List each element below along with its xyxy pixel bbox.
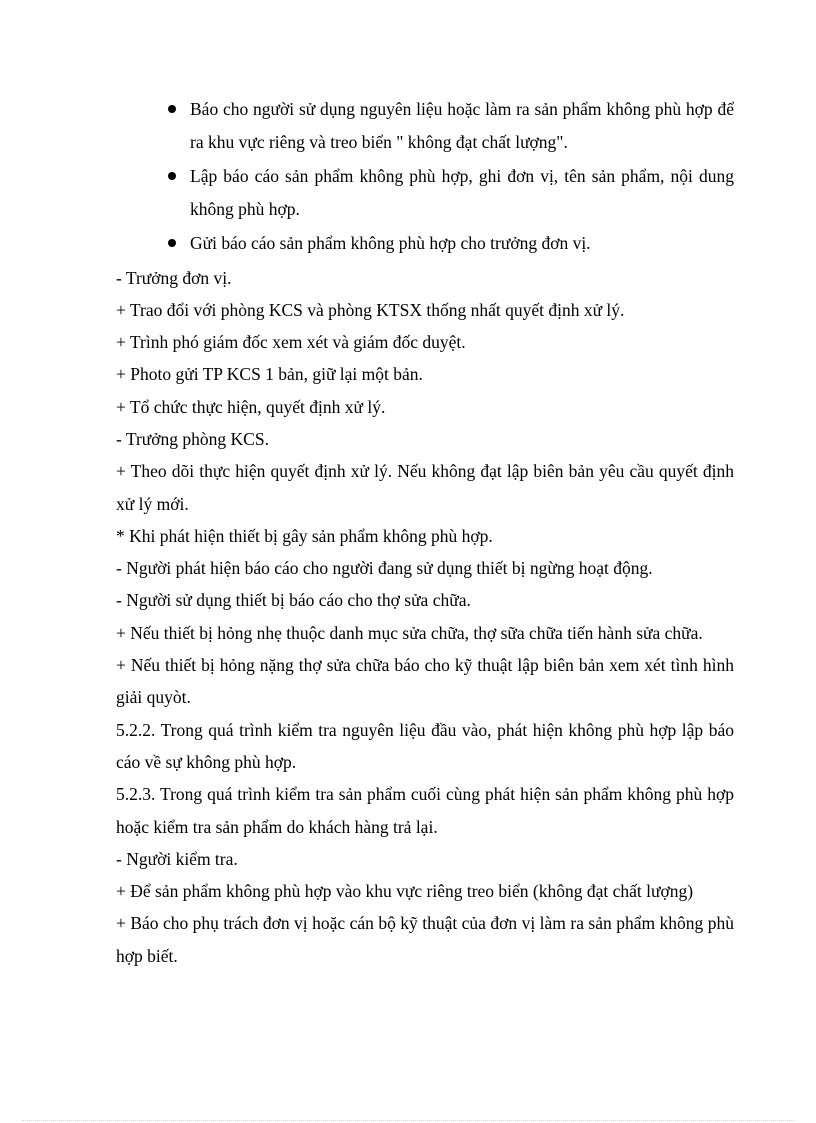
bullet-item-make-report bbox=[116, 160, 734, 225]
paragraph-major-damage: + Nếu thiết bị hỏng nặng thợ sửa chữa báo cho kỹ thuật lập biên bản xem xét tình hình giải quyòt. bbox=[116, 655, 734, 708]
bullet-list bbox=[116, 93, 734, 260]
paragraph-submit-director: + Trình phó giám đốc xem xét và giám đốc duyệt. bbox=[116, 332, 466, 353]
bullet-item-report-user bbox=[116, 93, 734, 158]
bullet-dot-icon bbox=[168, 105, 176, 113]
paragraph-section-5-2-2: 5.2.2. Trong quá trình kiểm tra nguyên liệu đầu vào, phát hiện không phù hợp lập báo cáo về sự không phù hợp. bbox=[116, 719, 734, 772]
bullet-dot-icon bbox=[168, 239, 176, 247]
paragraph-follow-up: + Theo dõi thực hiện quyết định xử lý. Nếu không đạt lập biên bản yêu cầu quyết định xử lý mới. bbox=[116, 461, 734, 514]
bullet-text: Lập báo cáo sản phẩm không phù hợp, ghi đơn vị, tên sản phẩm, nội dung không phù hợp. bbox=[190, 166, 734, 219]
bullet-dot-icon bbox=[168, 172, 176, 180]
paragraph-unit-head: - Trưởng đơn vị. bbox=[116, 267, 232, 288]
bullet-text: Báo cho người sử dụng nguyên liệu hoặc làm ra sản phẩm không phù hợp để ra khu vực riêng và treo biển " không đạt chất lượng". bbox=[190, 99, 734, 152]
paragraph-detector-report: - Người phát hiện báo cáo cho người đang sử dụng thiết bị ngừng hoạt động. bbox=[116, 558, 653, 579]
paragraph-separate-area: + Để sản phẩm không phù hợp vào khu vực riêng treo biển (không đạt chất lượng) bbox=[116, 881, 694, 902]
bullet-item-send-report bbox=[116, 227, 734, 260]
paragraph-exchange-kcs: + Trao đổi với phòng KCS và phòng KTSX thống nhất quyết định xử lý. bbox=[116, 299, 625, 320]
paragraph-kcs-head: - Trưởng phòng KCS. bbox=[116, 428, 269, 449]
paragraph-inspector: - Người kiểm tra. bbox=[116, 848, 238, 869]
paragraph-photo-copy: + Photo gửi TP KCS 1 bản, giữ lại một bản. bbox=[116, 364, 423, 385]
paragraph-user-report: - Người sử dụng thiết bị báo cáo cho thợ sửa chữa. bbox=[116, 590, 471, 611]
paragraph-equipment-detected: * Khi phát hiện thiết bị gây sản phẩm không phù hợp. bbox=[116, 525, 493, 546]
document-body bbox=[116, 93, 734, 972]
paragraph-implement: + Tổ chức thực hiện, quyết định xử lý. bbox=[116, 396, 386, 417]
footer-divider bbox=[22, 1120, 794, 1121]
paragraph-section-5-2-3: 5.2.3. Trong quá trình kiểm tra sản phẩm cuối cùng phát hiện sản phẩm không phù hợp hoặc kiểm tra sản phẩm do khách hàng trả lại. bbox=[116, 784, 734, 837]
paragraph-minor-damage: + Nếu thiết bị hỏng nhẹ thuộc danh mục sửa chữa, thợ sữa chữa tiến hành sửa chữa. bbox=[116, 622, 703, 643]
paragraph-notify-unit: + Báo cho phụ trách đơn vị hoặc cán bộ kỹ thuật của đơn vị làm ra sản phẩm không phù hợp biết. bbox=[116, 913, 734, 966]
bullet-text: Gửi báo cáo sản phẩm không phù hợp cho trưởng đơn vị. bbox=[190, 233, 591, 253]
